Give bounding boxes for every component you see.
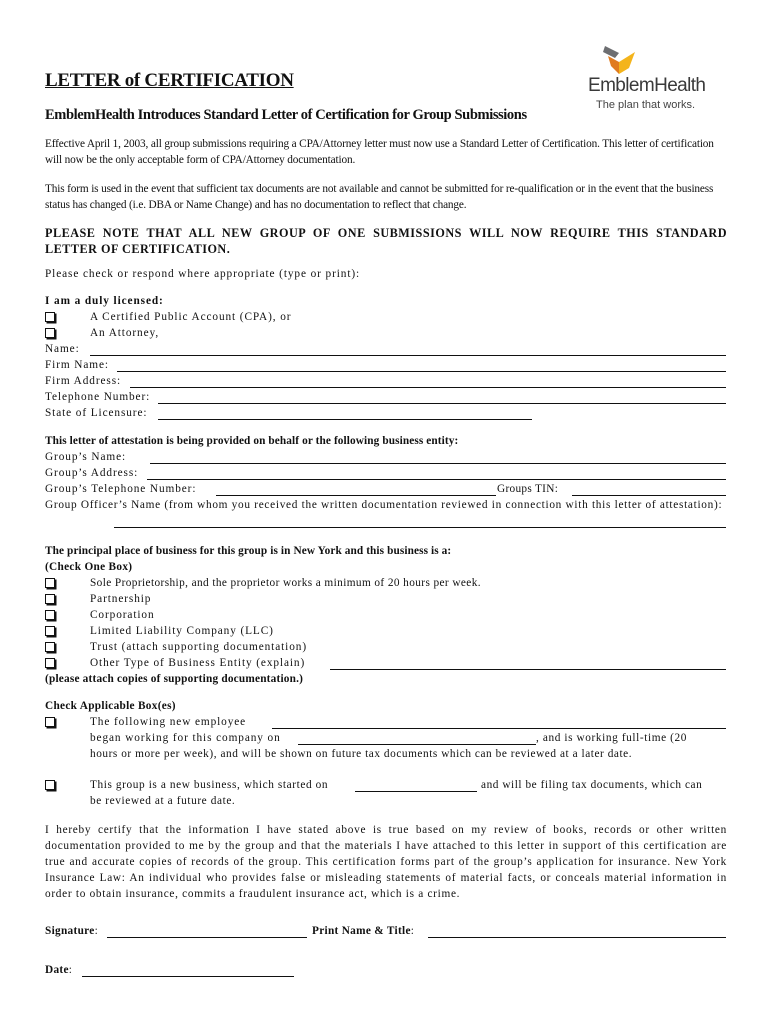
licensed-heading: I am a duly licensed: xyxy=(45,295,164,307)
telephone-label: Telephone Number: xyxy=(45,391,151,403)
other-entity-checkbox[interactable] xyxy=(45,655,55,671)
name-label: Name: xyxy=(45,343,80,355)
group-address-label: Group’s Address: xyxy=(45,467,139,479)
group-phone-label: Group’s Telephone Number: xyxy=(45,483,197,495)
employee-start-label: began working for this company on xyxy=(90,732,281,744)
emblem-logo-icon xyxy=(602,44,638,74)
date-field[interactable] xyxy=(82,965,294,977)
business-heading: The principal place of business for this group is in New York and this business is a: xyxy=(45,545,452,557)
print-name-label: Print Name & Title xyxy=(312,925,411,937)
llc-checkbox[interactable] xyxy=(45,623,55,639)
intro-paragraph-1: Effective April 1, 2003, all group submissions requiring a CPA/Attorney letter must now use a Standard Letter of Certification. This letter of certification will now be the only acceptable form of CPA/Attorney documentation. xyxy=(45,138,714,166)
attorney-option-label: An Attorney, xyxy=(90,327,160,339)
print-name-colon: : xyxy=(410,925,415,937)
new-business-checkbox[interactable] xyxy=(45,777,55,793)
new-business-start-field[interactable] xyxy=(355,780,477,792)
other-entity-field[interactable] xyxy=(330,658,726,670)
sole-proprietorship-label: Sole Proprietorship, and the proprietor works a minimum of 20 hours per week. xyxy=(90,577,481,589)
name-field[interactable] xyxy=(90,344,726,356)
instruction-text: Please check or respond where appropriate (type or print): xyxy=(45,268,361,280)
firm-address-field[interactable] xyxy=(130,376,726,388)
date-colon: : xyxy=(68,964,73,976)
page-title: LETTER of CERTIFICATION xyxy=(45,70,294,91)
partnership-label: Partnership xyxy=(90,593,152,605)
state-licensure-label: State of Licensure: xyxy=(45,407,148,419)
logo-wordmark: EmblemHealth xyxy=(588,75,706,96)
new-business-filing-label: and will be filing tax documents, which can xyxy=(481,779,703,791)
new-business-label: This group is a new business, which started on xyxy=(90,779,329,791)
page-subtitle: EmblemHealth Introduces Standard Letter of Certification for Group Submissions xyxy=(45,107,527,123)
llc-label: Limited Liability Company (LLC) xyxy=(90,625,274,637)
signature-colon: : xyxy=(94,925,99,937)
telephone-field[interactable] xyxy=(158,392,726,404)
certification-statement: I hereby certify that the information I have stated above is true based on my review of books, records or other written documentation provided to me by the group and that the materials I have attached to this letter in support of this certification are true and accurate copies of records of the group. This certification forms part of the group’s application for insurance. New York Insurance Law: An individual who provides false or misleading statements of material facts, or conceals material information in order to obtain insurance, commits a fraudulent insurance act, which is a crime. xyxy=(45,824,727,900)
sole-proprietorship-checkbox[interactable] xyxy=(45,575,55,591)
firm-name-label: Firm Name: xyxy=(45,359,109,371)
intro-paragraph-2: This form is used in the event that sufficient tax documents are not available and cannot be submitted for re-qualification or in the event that the business status has changed (i.e. DBA or Name Change) and has no documentation to reflect that change. xyxy=(45,183,714,211)
new-business-review-label: be reviewed at a future date. xyxy=(90,795,236,807)
employee-start-date-field[interactable] xyxy=(298,733,536,745)
group-name-label: Group’s Name: xyxy=(45,451,127,463)
group-address-field[interactable] xyxy=(147,468,726,480)
state-licensure-field[interactable] xyxy=(158,408,532,420)
firm-name-field[interactable] xyxy=(117,360,726,372)
group-name-field[interactable] xyxy=(150,452,726,464)
check-one-label: (Check One Box) xyxy=(45,561,133,573)
print-name-field[interactable] xyxy=(428,926,726,938)
entity-heading: This letter of attestation is being provided on behalf or the following business entity: xyxy=(45,435,459,447)
trust-label: Trust (attach supporting documentation) xyxy=(90,641,307,653)
firm-address-label: Firm Address: xyxy=(45,375,122,387)
groups-tin-label: Groups TIN: xyxy=(497,483,559,495)
corporation-checkbox[interactable] xyxy=(45,607,55,623)
new-employee-label: The following new employee xyxy=(90,716,247,728)
attorney-checkbox[interactable] xyxy=(45,325,55,341)
corporation-label: Corporation xyxy=(90,609,155,621)
date-label: Date xyxy=(45,964,69,976)
group-phone-field[interactable] xyxy=(216,484,496,496)
employee-hours-label: hours or more per week), and will be shown on future tax documents which can be reviewed at a later date. xyxy=(90,748,633,760)
new-employee-name-field[interactable] xyxy=(272,717,726,729)
cpa-option-label: A Certified Public Account (CPA), or xyxy=(90,311,292,323)
logo-tagline: The plan that works. xyxy=(596,99,696,111)
print-name-row xyxy=(312,923,414,939)
notice-text: PLEASE NOTE THAT ALL NEW GROUP OF ONE SUBMISSIONS WILL NOW REQUIRE THIS STANDARD LETTER OF CERTIFICATION. xyxy=(45,226,727,256)
cpa-checkbox[interactable] xyxy=(45,309,55,325)
other-entity-label: Other Type of Business Entity (explain) xyxy=(90,657,306,669)
officer-label xyxy=(45,497,727,513)
employee-fulltime-label: , and is working full-time (20 xyxy=(536,732,688,744)
new-employee-checkbox[interactable] xyxy=(45,714,55,730)
signature-field[interactable] xyxy=(107,926,307,938)
attach-note: (please attach copies of supporting documentation.) xyxy=(45,673,304,685)
signature-row xyxy=(45,923,98,939)
date-row xyxy=(45,962,72,978)
partnership-checkbox[interactable] xyxy=(45,591,55,607)
applicable-heading: Check Applicable Box(es) xyxy=(45,700,176,712)
officer-field[interactable] xyxy=(114,516,726,528)
officer-label-text: Group Officer’s Name (from whom you received the written documentation reviewed in connection with this letter of attestation): xyxy=(45,499,723,511)
groups-tin-field[interactable] xyxy=(572,484,726,496)
signature-label: Signature xyxy=(45,925,95,937)
emblemhealth-logo xyxy=(588,44,728,114)
trust-checkbox[interactable] xyxy=(45,639,55,655)
